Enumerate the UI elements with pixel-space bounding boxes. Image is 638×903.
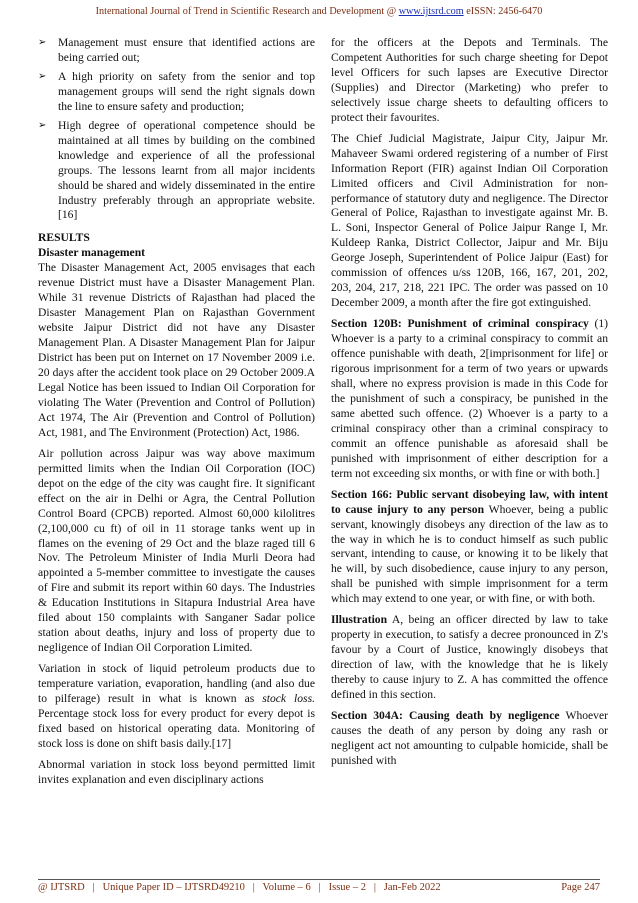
paragraph: The Chief Judicial Magistrate, Jaipur City, Jaipur Mr. Mahaveer Swami ordered registering of a number of First Information Report (FIR) against Indian Oil Corporation Limited officers and Civil Administration for non-performance of statutory duty and negligence. The Director General of Police, Rajasthan to investigate against Mr. B. L. Soni, Inspector General of Police Jaipur Range I, Mr. Kuldeep Ranka, District Collector, Jaipur and Mr. Biju George Joseph, Superintendent of Police Jaipur (East) for commission of offences u/ss 120B, 166, 167, 201, 202, 203, 204, 217, 218, 221 IPC. The order was passed on 10 December 2009, a month after the fire got extinguished. [331, 131, 608, 310]
page-number: Page 247 [561, 882, 600, 893]
illustration: Illustration A, being an officer directed by law to take property in execution, to satisfy a decree pronounced in Z's favour by a Court of Justice, knowingly disobeys that direction of law, with the knowledge that he is likely thereby to cause injury to Z. A has committed the offence defined in this section. [331, 613, 608, 702]
paragraph: Variation in stock of liquid petroleum products due to temperature variation, evaporation, handling (and also due to pilferage) result in what is known as stock loss. Percentage stock loss for every product for every depot is fixed based on historical operating data. Monitoring of stock loss is done on shift basis daily.[17] [38, 662, 315, 750]
arrow-bullet-icon: ➢ [38, 37, 47, 48]
right-column [331, 36, 608, 775]
footer-info: @ IJTSRD | Unique Paper ID – IJTSRD49210 | Volume – 6 | Issue – 2 | Jan-Feb 2022 [38, 882, 441, 893]
left-column [38, 36, 315, 794]
journal-link[interactable]: www.ijtsrd.com [398, 6, 464, 17]
section-title: Illustration [331, 613, 388, 627]
journal-issn: eISSN: 2456-6470 [463, 6, 543, 17]
paragraph: The Disaster Management Act, 2005 envisages that each revenue District must have a Disaster Management Plan. While 31 revenue Districts of Rajasthan had placed the Disaster Management Plan on Rajasthan Government website Jaipur District did not have any Disaster Management Plan. A Disaster Management Plan for Jaipur District has been put on Internet on 17 November 2009 i.e. 20 days after the accident took place on 29 October 2009.A Legal Notice has been issued to Indian Oil Corporation for violating The Water (Prevention and Control of Pollution) Act 1974, The Air (Prevention and Control of Pollution) Act, 1981, and The Environment (Protection) Act, 1986. [38, 261, 315, 439]
disaster-management-heading: Disaster management [38, 246, 146, 260]
page-footer [38, 882, 600, 893]
section-120b: Section 120B: Punishment of criminal conspiracy (1) Whoever is a party to a criminal conspiracy to commit an offence punishable with death, 2[imprisonment for life] or rigorous imprisonment for a term of two years or upwards shall, where no express provision is made in this Code for the punishment of such a conspiracy, be punished in the same abetted such offence. (2) Whoever is a party to a criminal conspiracy other than a criminal conspiracy to commit an offence punishable as aforesaid shall be punished with imprisonment of either description for a term not exceeding six months, or with fine or with both.] [331, 317, 608, 480]
paragraph: Abnormal variation in stock loss beyond permitted limit invites explanation and even disciplinary actions [38, 757, 315, 786]
paragraph: Air pollution across Jaipur was way above maximum permitted limits when the Indian Oil Corporation (IOC) depot on the edge of the city was caught fire. It significant effect on the air in Delhi or Agra, the Central Pollution Control Board (CPCB) reported. Almost 60,000 kilolitres (2,100,000 cu ft) of oil in 11 storage tanks went up in flames on the evening of 29 Oct and the blaze raged till 6 Nov. The Petroleum Minister of India Murli Deora had appointed a 5-member committee to investigate the causes of Fire and submit its report within 60 days. The Industries & Education Institutions in Sitapura Industrial Area have filed about 150 complaints with Sanganer Sadar police station about deaths, injury and loss of property due to negligence of Indian Oil Corporation Limited. [38, 446, 315, 655]
arrow-bullet-icon: ➢ [38, 70, 47, 82]
bullet-list [38, 36, 315, 223]
section-166: Section 166: Public servant disobeying law, with intent to cause injury to any person Whoever, being a public servant, knowingly disobeys any direction of the law as to the way in which he is to conduct himself as such public servant, intending to cause, or knowing it to be likely that he will, by such disobedience, cause injury to any person, shall be punished with simple imprisonment for a term which may extend to one year, or with fine, or with both. [331, 487, 608, 606]
section-title: Section 120B: Punishment of criminal conspiracy [331, 317, 589, 331]
arrow-bullet-icon: ➢ [38, 119, 47, 131]
journal-header [0, 6, 638, 17]
list-item: ➢ High degree of operational competence should be maintained at all times by building on the combined knowledge and experience of all the professional groups. The lessons learnt from all major incidents should be shared and widely disseminated in the entire Industry preferably through an appropriate website.[16] [38, 118, 315, 222]
section-304a: Section 304A: Causing death by negligence Whoever causes the death of any person by doing any rash or negligent act not amounting to culpable homicide, shall be punished with [331, 708, 608, 767]
footer-divider [38, 879, 600, 880]
section-title: Section 304A: Causing death by negligence [331, 708, 560, 722]
list-item: ➢ Management must ensure that identified actions are being carried out; [38, 36, 315, 64]
journal-title: International Journal of Trend in Scientific Research and Development @ [95, 6, 399, 17]
list-item: ➢ A high priority on safety from the senior and top management groups will send the right signals down the line to ensure safety and production; [38, 69, 315, 113]
results-heading: RESULTS [38, 231, 90, 245]
section-title: Section 166: Public servant disobeying law, with intent to cause injury to any person [331, 487, 608, 516]
stock-loss-term: stock loss. [262, 692, 315, 706]
paragraph: for the officers at the Depots and Terminals. The Competent Authorities for such charge sheeting for Depot level Officers for such lapses are Executive Director (Supplies) and Director (Marketing) who prefer to selectively issue charge sheets to defaulting officers to protect their favourites. [331, 36, 608, 124]
